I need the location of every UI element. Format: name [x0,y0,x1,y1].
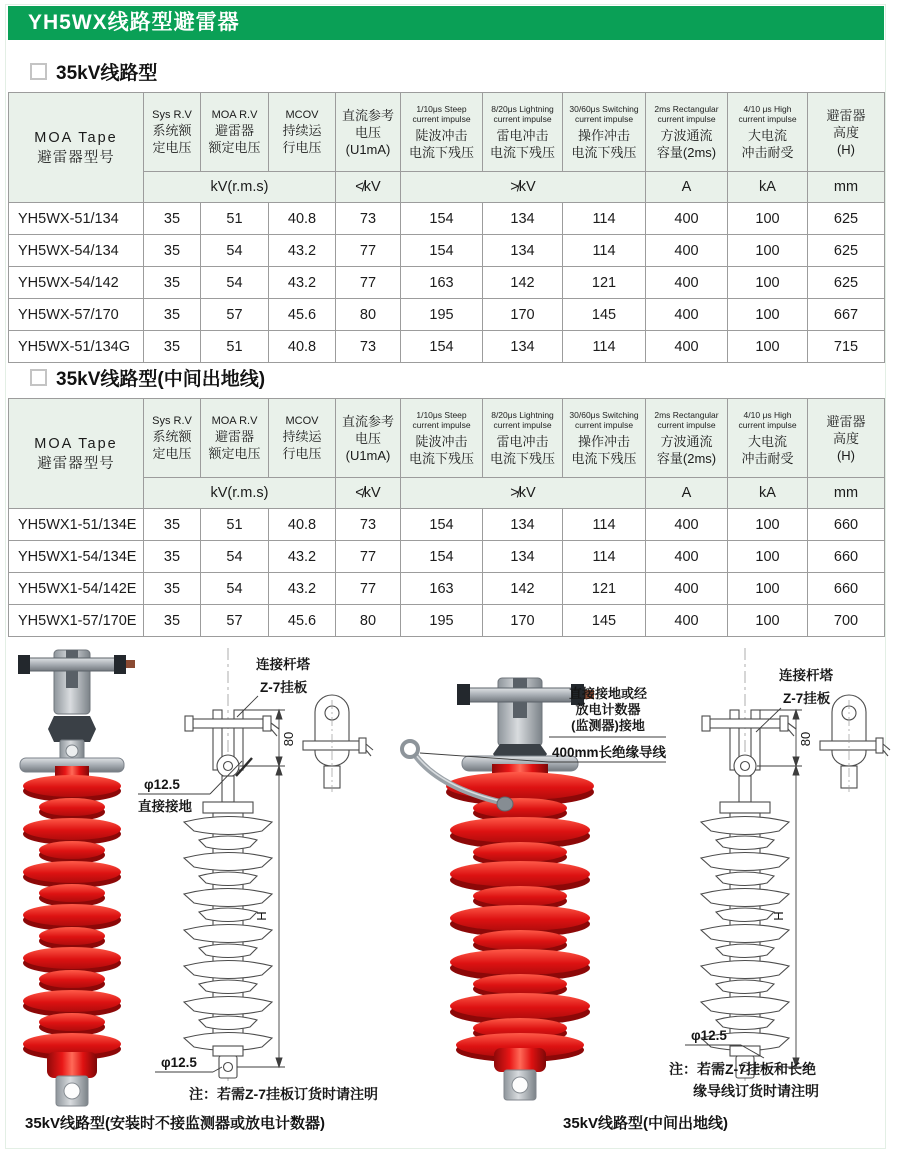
value-cell: 40.8 [269,509,336,541]
model-cell: YH5WX1-54/142E [9,573,144,605]
value-cell: 77 [336,541,401,573]
col-header-lightning: 8/20μs Lightning current impulse 雷电冲击 电流下残压 [483,93,563,172]
table-row [9,573,885,605]
value-cell: 54 [201,541,269,573]
col-header-steep: 1/10μs Steep current impulse 陡波冲击 电流下残压 [401,93,483,172]
left-phi-top-label: φ12.5 [144,777,180,792]
unit-residual: ≯kV [401,172,646,203]
value-cell: 114 [563,331,646,363]
value-cell: 400 [646,331,728,363]
value-cell: 660 [808,541,885,573]
value-cell: 77 [336,235,401,267]
value-cell: 660 [808,573,885,605]
value-cell: 43.2 [269,573,336,605]
value-cell: 145 [563,299,646,331]
value-cell: 400 [646,509,728,541]
model-cell: YH5WX1-51/134E [9,509,144,541]
col-header-sys-rv: Sys R.V 系统额 定电压 [144,93,201,172]
technical-drawings [0,640,900,1111]
right-tower-label: 连接杆塔 [779,668,833,683]
spec-table-35kv-line-mid-ground [8,398,885,637]
value-cell: 195 [401,299,483,331]
col-header-model: MOA Tape 避雷器型号 [9,399,144,509]
value-cell: 114 [563,509,646,541]
value-cell: 51 [201,203,269,235]
value-cell: 142 [483,267,563,299]
value-cell: 134 [483,235,563,267]
page-title: YH5WX线路型避雷器 [28,11,240,34]
value-cell: 163 [401,267,483,299]
grounding-note-line3: (监测器)接地 [571,718,645,733]
left-dim-h: H [254,911,269,921]
red-housing-left [23,766,121,1078]
value-cell: 134 [483,331,563,363]
col-header-moa-rv: MOA R.V 避雷器 额定电压 [201,399,269,478]
value-cell: 57 [201,605,269,637]
value-cell: 35 [144,331,201,363]
unit-mm: mm [808,172,885,203]
value-cell: 51 [201,331,269,363]
col-header-height: 避雷器 高度 (H) [808,399,885,478]
value-cell: 77 [336,267,401,299]
table-row [9,605,885,637]
top-clevis-fitting [18,650,135,762]
bottom-terminal-stud [56,1076,88,1106]
table-row [9,299,885,331]
value-cell: 80 [336,299,401,331]
value-cell: 40.8 [269,331,336,363]
right-dim-h: H [771,911,786,921]
col-header-model: MOA Tape 避雷器型号 [9,93,144,203]
table-row [9,235,885,267]
insulated-wire-label: 400mm长绝缘导线 [552,745,667,760]
value-cell: 154 [401,331,483,363]
arrester-line-drawing [184,648,373,1082]
section-title-35kv-line-mid-ground [30,366,265,388]
value-cell: 54 [201,573,269,605]
value-cell: 400 [646,605,728,637]
col-header-moa-rv: MOA R.V 避雷器 额定电压 [201,93,269,172]
value-cell: 100 [728,541,808,573]
unit-residual: ≯kV [401,478,646,509]
value-cell: 45.6 [269,605,336,637]
value-cell: 170 [483,299,563,331]
model-cell: YH5WX-54/134 [9,235,144,267]
page-header [8,6,884,40]
col-header-mcov: MCOV 持续运 行电压 [269,399,336,478]
spec-table-35kv-line [8,92,885,363]
section-marker-icon [30,369,47,386]
value-cell: 121 [563,573,646,605]
value-cell: 73 [336,203,401,235]
left-tower-label: 连接杆塔 [256,657,310,672]
z7-plate-side-view [303,695,373,792]
col-header-high-current: 4/10 μs High current impulse 大电流 冲击耐受 [728,399,808,478]
value-cell: 667 [808,299,885,331]
section1-label: 35kV线路型 [56,62,158,84]
value-cell: 80 [336,605,401,637]
unit-ka: kA [728,478,808,509]
value-cell: 400 [646,267,728,299]
value-cell: 35 [144,203,201,235]
value-cell: 35 [144,267,201,299]
value-cell: 100 [728,299,808,331]
value-cell: 170 [483,605,563,637]
value-cell: 145 [563,605,646,637]
value-cell: 700 [808,605,885,637]
value-cell: 660 [808,509,885,541]
unit-kv-rms: kV(r.m.s) [144,172,336,203]
unit-mm: mm [808,478,885,509]
value-cell: 100 [728,605,808,637]
value-cell: 121 [563,267,646,299]
section-title-35kv-line [30,60,157,82]
value-cell: 400 [646,203,728,235]
value-cell: 73 [336,509,401,541]
section2-label: 35kV线路型(中间出地线) [56,368,266,390]
left-dim-80: 80 [281,731,296,747]
col-header-high-current: 4/10 μs High current impulse 大电流 冲击耐受 [728,93,808,172]
table-row [9,267,885,299]
value-cell: 154 [401,235,483,267]
value-cell: 100 [728,573,808,605]
value-cell: 100 [728,235,808,267]
col-header-rectangular: 2ms Rectangular current impulse 方波通流 容量(2ms) [646,399,728,478]
value-cell: 100 [728,509,808,541]
value-cell: 114 [563,235,646,267]
value-cell: 154 [401,203,483,235]
left-direct-ground-label: 直接接地 [138,799,192,814]
value-cell: 35 [144,573,201,605]
value-cell: 54 [201,267,269,299]
left-phi-bottom-label: φ12.5 [161,1055,197,1070]
unit-a: A [646,478,728,509]
col-header-dc-ref: 直流参考 电压 (U1mA) [336,93,401,172]
value-cell: 73 [336,331,401,363]
col-header-rectangular: 2ms Rectangular current impulse 方波通流 容量(2ms) [646,93,728,172]
value-cell: 154 [401,509,483,541]
left-figure-caption: 35kV线路型(安装时不接监测器或放电计数器) [25,1115,326,1132]
value-cell: 45.6 [269,299,336,331]
right-order-note-line1: 注：若需Z-7挂板和长绝 [669,1061,816,1077]
value-cell: 625 [808,203,885,235]
table-row [9,203,885,235]
value-cell: 134 [483,203,563,235]
value-cell: 400 [646,299,728,331]
table-row [9,509,885,541]
value-cell: 114 [563,203,646,235]
value-cell: 35 [144,605,201,637]
col-header-height: 避雷器 高度 (H) [808,93,885,172]
value-cell: 163 [401,573,483,605]
value-cell: 134 [483,509,563,541]
table-row [9,331,885,363]
value-cell: 54 [201,235,269,267]
value-cell: 43.2 [269,235,336,267]
value-cell: 100 [728,203,808,235]
model-cell: YH5WX-57/170 [9,299,144,331]
value-cell: 51 [201,509,269,541]
ring-terminal [402,741,418,757]
section-marker-icon [30,63,47,80]
right-grounding-note [549,686,667,734]
value-cell: 400 [646,573,728,605]
left-z7-plate-label: Z-7挂板 [260,680,308,695]
right-z7-plate-label: Z-7挂板 [783,691,831,706]
model-cell: YH5WX-54/142 [9,267,144,299]
unit-ka: kA [728,172,808,203]
grounding-note-line2: 放电计数器 [575,702,641,717]
col-header-switching: 30/60μs Switching current impulse 操作冲击 电流下残压 [563,93,646,172]
value-cell: 43.2 [269,267,336,299]
model-cell: YH5WX1-57/170E [9,605,144,637]
right-figure-caption: 35kV线路型(中间出地线) [563,1115,729,1132]
unit-dc: ≮kV [336,172,401,203]
value-cell: 134 [483,541,563,573]
value-cell: 154 [401,541,483,573]
value-cell: 35 [144,299,201,331]
unit-dc: ≮kV [336,478,401,509]
col-header-switching: 30/60μs Switching current impulse 操作冲击 电流下残压 [563,399,646,478]
model-cell: YH5WX-51/134 [9,203,144,235]
value-cell: 715 [808,331,885,363]
unit-kv-rms: kV(r.m.s) [144,478,336,509]
arrester-photo-left [18,650,135,1106]
value-cell: 400 [646,235,728,267]
value-cell: 195 [401,605,483,637]
arrester-line-drawing-right [701,648,890,1082]
left-order-note: 注：若需Z-7挂板订货时请注明 [189,1086,378,1102]
col-header-sys-rv: Sys R.V 系统额 定电压 [144,399,201,478]
right-dim-80: 80 [798,731,813,747]
value-cell: 142 [483,573,563,605]
unit-a: A [646,172,728,203]
value-cell: 35 [144,235,201,267]
table-row [9,541,885,573]
bottom-terminal-stud [504,1070,536,1100]
value-cell: 114 [563,541,646,573]
value-cell: 35 [144,509,201,541]
value-cell: 43.2 [269,541,336,573]
right-phi-bottom-label: φ12.5 [691,1028,727,1043]
model-cell: YH5WX-51/134G [9,331,144,363]
grounding-note-line1: 直接接地或经 [568,686,647,701]
value-cell: 625 [808,267,885,299]
model-cell: YH5WX1-54/134E [9,541,144,573]
value-cell: 625 [808,235,885,267]
col-header-mcov: MCOV 持续运 行电压 [269,93,336,172]
value-cell: 100 [728,267,808,299]
value-cell: 35 [144,541,201,573]
value-cell: 40.8 [269,203,336,235]
value-cell: 77 [336,573,401,605]
col-header-steep: 1/10μs Steep current impulse 陡波冲击 电流下残压 [401,399,483,478]
red-housing-right [446,764,594,1072]
value-cell: 100 [728,331,808,363]
right-order-note-line2: 缘导线订货时请注明 [693,1083,819,1099]
value-cell: 400 [646,541,728,573]
value-cell: 57 [201,299,269,331]
col-header-dc-ref: 直流参考 电压 (U1mA) [336,399,401,478]
col-header-lightning: 8/20μs Lightning current impulse 雷电冲击 电流下残压 [483,399,563,478]
